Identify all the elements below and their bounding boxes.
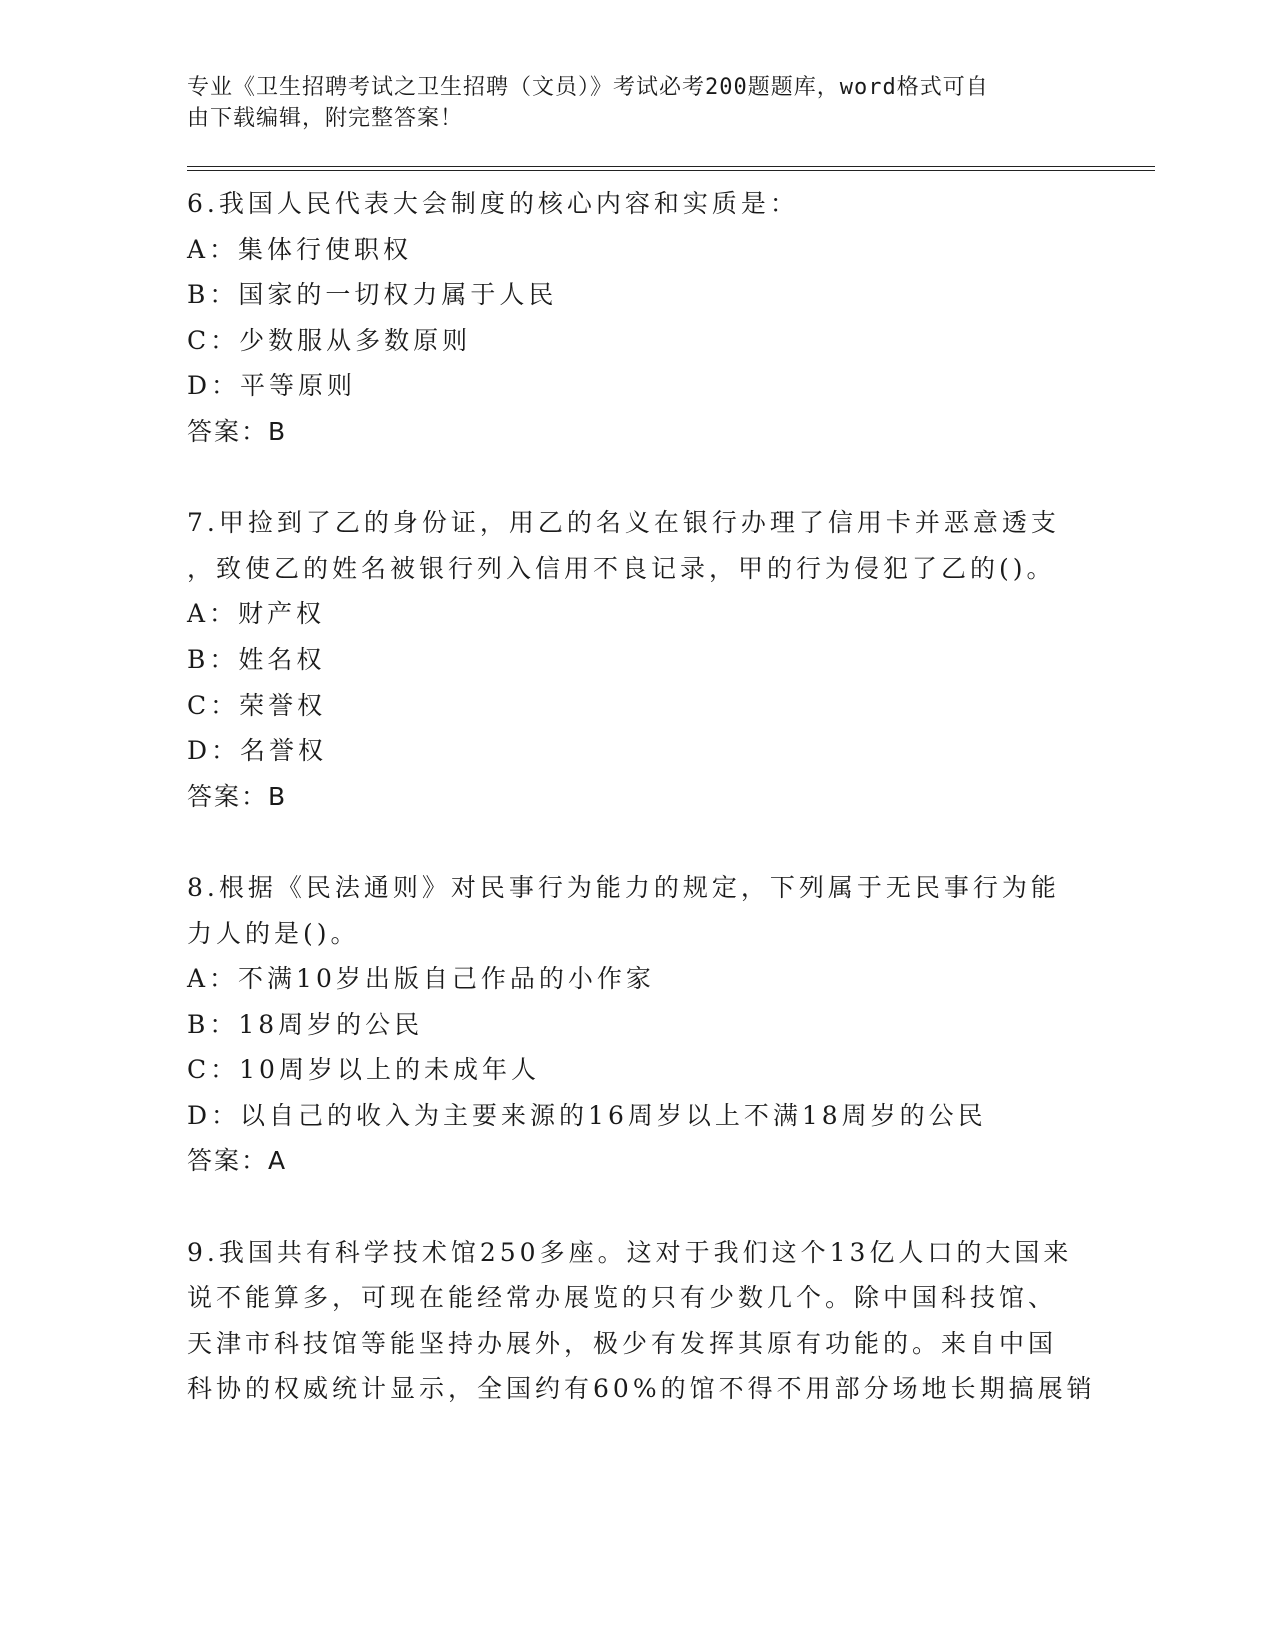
question-text: 8.根据《民法通则》对民事行为能力的规定，下列属于无民事行为能 <box>187 872 1060 902</box>
answer-key: 答案：B <box>187 781 288 811</box>
header-divider <box>187 166 1155 171</box>
header-line-2: 由下载编辑，附完整答案！ <box>187 106 464 131</box>
answer-option: A：财产权 <box>187 599 326 629</box>
question-block <box>187 500 1155 819</box>
header-line-1: 专业《卫生招聘考试之卫生招聘（文员）》考试必考200题题库，word格式可自 <box>187 75 989 100</box>
question-text: 9.我国共有科学技术馆250多座。这对于我们这个13亿人口的大国来 <box>187 1237 1073 1267</box>
answer-option: A：集体行使职权 <box>187 234 413 264</box>
question-text: 7.甲捡到了乙的身份证，用乙的名义在银行办理了信用卡并恶意透支 <box>187 508 1060 538</box>
answer-option: B：姓名权 <box>187 644 326 674</box>
question-text: 说不能算多，可现在能经常办展览的只有少数几个。除中国科技馆、 <box>187 1283 1058 1313</box>
question-text: ，致使乙的姓名被银行列入信用不良记录，甲的行为侵犯了乙的()。 <box>187 553 1056 583</box>
answer-key: 答案：A <box>187 1146 288 1176</box>
question-text: 6.我国人民代表大会制度的核心内容和实质是： <box>187 189 799 218</box>
answer-option: C：10周岁以上的未成年人 <box>187 1055 540 1085</box>
answer-option: C：荣誉权 <box>187 690 327 720</box>
answer-option: D：以自己的收入为主要来源的16周岁以上不满18周岁的公民 <box>187 1100 987 1130</box>
answer-key: 答案：B <box>187 416 288 446</box>
answer-option: A：不满10岁出版自己作品的小作家 <box>187 964 655 994</box>
answer-option: B：18周岁的公民 <box>187 1009 424 1039</box>
question-list <box>187 181 1155 1412</box>
answer-option: D：平等原则 <box>187 371 357 401</box>
answer-option: C：少数服从多数原则 <box>187 325 472 355</box>
question-text: 科协的权威统计显示，全国约有60%的馆不得不用部分场地长期搞展销 <box>187 1374 1096 1404</box>
question-block <box>187 181 1155 455</box>
document-page <box>187 72 1155 1458</box>
question-text: 天津市科技馆等能坚持办展外，极少有发挥其原有功能的。来自中国 <box>187 1328 1058 1358</box>
question-text: 力人的是()。 <box>187 918 360 948</box>
answer-option: D：名誉权 <box>187 736 328 766</box>
question-block <box>187 865 1155 1184</box>
answer-option: B：国家的一切权力属于人民 <box>187 280 558 310</box>
question-block <box>187 1230 1155 1412</box>
